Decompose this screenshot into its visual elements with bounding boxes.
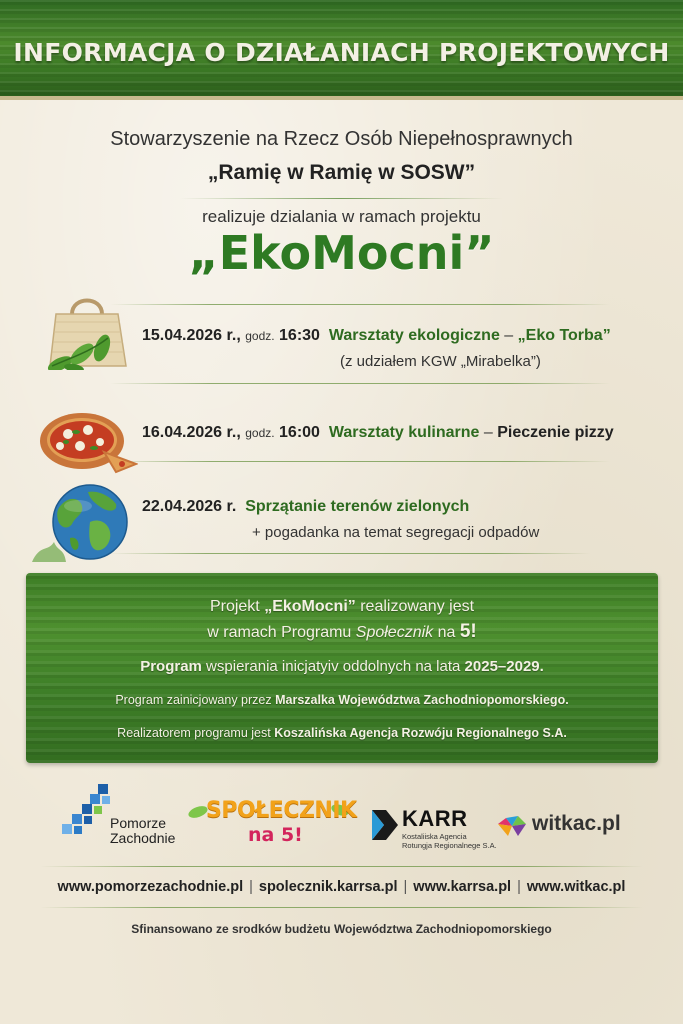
globe-icon	[32, 482, 132, 566]
event-item	[142, 424, 614, 442]
pomorze-logo-text: Pomorze	[110, 815, 167, 831]
header-title: INFORMACJA O DZIAŁANIACH PROJEKTOWYCH	[13, 38, 670, 67]
spolecznik-logo	[186, 796, 357, 850]
program-text: Projekt	[209, 598, 265, 615]
pomorze-logo-text: Zachodnie	[110, 830, 176, 846]
program-text: realizowany jest	[355, 598, 475, 615]
divider	[110, 383, 610, 384]
header-banner	[0, 0, 683, 100]
program-text: Realizatorem programu jest	[117, 726, 275, 740]
event-time: 16:30	[279, 327, 320, 344]
witkac-logo-mark-icon	[496, 814, 528, 840]
url-separator: |	[403, 879, 408, 895]
spolecznik-logo-subtext: na 5!	[248, 824, 303, 846]
program-line	[26, 693, 658, 707]
event-name: Warsztaty ekologiczne	[328, 327, 500, 344]
witkac-logo-text: witkac.pl	[532, 812, 621, 835]
divider	[110, 461, 610, 462]
program-info-panel	[26, 573, 658, 763]
event-time-label: godz.	[245, 426, 275, 440]
event-name: Warsztaty kulinarne	[328, 424, 480, 441]
url-link[interactable]: www.pomorzezachodnie.pl	[57, 879, 244, 895]
karr-logo-mark-icon	[370, 808, 400, 842]
organization-name: Stowarzyszenie na Rzecz Osób Niepełnosprawnych	[110, 128, 573, 150]
karr-logo-subtext: Rotungja Regionalnege S.A.	[402, 841, 497, 850]
divider	[110, 553, 590, 554]
event-time: 16:00	[279, 424, 320, 441]
program-text: Program	[140, 658, 202, 675]
event-date: 22.04.2026 r.	[142, 498, 237, 515]
program-number: 5!	[459, 621, 477, 642]
event-date: 15.04.2026 r.,	[142, 327, 241, 344]
program-text: w ramach Programu	[207, 624, 356, 641]
program-line	[26, 598, 658, 616]
event-time-label: godz.	[245, 329, 275, 343]
url-link[interactable]: spolecznik.karrsa.pl	[258, 879, 398, 895]
event-name: Sprzątanie terenów zielonych	[245, 498, 470, 515]
event-detail: „Eko Torba”	[517, 327, 611, 344]
event-dash: –	[499, 327, 518, 344]
program-project-name: „EkoMocni”	[264, 598, 356, 615]
program-operator: Koszalińska Agencja Rozwóju Regionalnego S.A.	[274, 726, 567, 740]
pizza-icon	[38, 408, 138, 474]
program-line	[26, 658, 658, 675]
event-detail: Pieczenie pizzy	[497, 424, 614, 441]
pomorze-logo-mark-icon	[58, 782, 118, 842]
witkac-logo	[496, 810, 626, 844]
spolecznik-logo-text: SPOŁECZNIK	[206, 798, 357, 823]
funding-note: Sfinansowano ze srodków budżetu Województwa Zachodniopomorskiego	[131, 922, 552, 936]
divider	[180, 198, 503, 199]
pomorze-zachodnie-logo	[58, 782, 178, 848]
program-line	[26, 621, 658, 643]
event-date: 16.04.2026 r.,	[142, 424, 241, 441]
karr-logo-subtext: Kostaliiska Agencia	[402, 832, 467, 841]
project-title: „EkoMocni”	[188, 226, 495, 280]
url-link[interactable]: www.witkac.pl	[526, 879, 626, 895]
event-dash: –	[479, 424, 498, 441]
project-intro: realizuje dzialania w ramach projektu	[202, 207, 481, 226]
event-item	[142, 498, 469, 516]
karr-logo-text: KARR	[402, 806, 468, 831]
divider	[110, 304, 610, 305]
organization-subname: „Ramię w Ramię w SOSW”	[207, 161, 476, 184]
program-text: wspierania inicjatyiv oddolnych na lata	[201, 658, 465, 675]
divider	[40, 907, 643, 908]
program-text: Program zainicjowany przez	[115, 693, 276, 707]
program-years: 2025–2029.	[464, 658, 544, 675]
url-separator: |	[517, 879, 521, 895]
karr-logo	[370, 806, 500, 852]
url-separator: |	[249, 879, 253, 895]
event-item	[142, 327, 611, 345]
eco-bag-icon	[40, 292, 132, 370]
event-subtitle: + pogadanka na temat segregacji odpadów	[252, 524, 540, 541]
program-name: Społecznik	[355, 624, 434, 641]
program-line	[26, 726, 658, 740]
website-links	[0, 879, 683, 895]
divider	[40, 866, 643, 867]
event-subtitle: (z udziałem KGW „Mirabelka”)	[340, 353, 541, 370]
program-initiator: Marszalka Województwa Zachodniopomorskiego.	[275, 693, 569, 707]
program-text: na	[433, 624, 460, 641]
url-link[interactable]: www.karrsa.pl	[413, 879, 512, 895]
